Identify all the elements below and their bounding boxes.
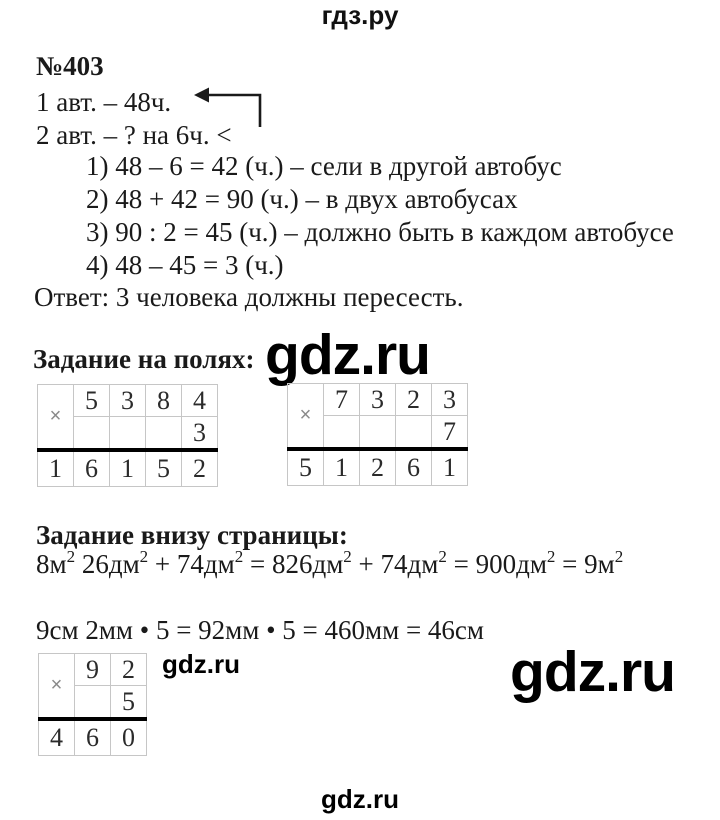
- table-cell: 1: [432, 449, 468, 486]
- table-cell: 0: [111, 719, 147, 756]
- table-cell: 6: [75, 719, 111, 756]
- table-cell-empty: [75, 686, 111, 720]
- multiply-sign: ×: [38, 385, 74, 451]
- table-cell-empty: [324, 416, 360, 450]
- problem-number: №403: [36, 51, 104, 81]
- table-cell: 9: [75, 654, 111, 686]
- table-cell: 8: [146, 385, 182, 417]
- table-cell: 3: [110, 385, 146, 417]
- table-cell: 5: [74, 385, 110, 417]
- table-cell: 3: [432, 384, 468, 416]
- solution-step-4: 4) 48 – 45 = 3 (ч.): [86, 250, 284, 280]
- table-cell: 1: [110, 450, 146, 487]
- multiply-sign: ×: [288, 384, 324, 450]
- area-conversion-formula: $8м^2$ $26дм^2 + 74дм^2 = 826дм^2 + 74дм^2 = 900дм^2 = 9м^2$: [36, 547, 624, 579]
- table-cell: 4: [182, 385, 218, 417]
- table-cell: 4: [39, 719, 75, 756]
- table-cell-empty: [396, 416, 432, 450]
- solution-step-2: 2) 48 + 42 = 90 (ч.) – в двух автобусах: [86, 184, 518, 214]
- left-arrow-annotation: [192, 86, 268, 132]
- multiply-sign: ×: [39, 654, 75, 720]
- table-cell: 7: [324, 384, 360, 416]
- answer-line: Ответ: 3 человека должны пересесть.: [34, 282, 464, 312]
- table-cell: 1: [38, 450, 74, 487]
- gdz-watermark-small: gdz.ru: [162, 649, 240, 679]
- table-cell: 2: [396, 384, 432, 416]
- table-cell: 5: [111, 686, 147, 720]
- table-cell-empty: [360, 416, 396, 450]
- table-cell: 6: [396, 449, 432, 486]
- table-cell: 3: [182, 417, 218, 451]
- table-cell: 2: [182, 450, 218, 487]
- table-cell-empty: [110, 417, 146, 451]
- table-cell: 5: [146, 450, 182, 487]
- solution-steps: [86, 150, 674, 282]
- multiplication-table-2: [287, 383, 468, 486]
- given-condition-line-1: 1 авт. – 48ч.: [36, 87, 172, 117]
- table-cell: 2: [360, 449, 396, 486]
- footer-site-label: gdz.ru: [321, 784, 399, 814]
- gdz-watermark-mid: gdz.ru: [265, 323, 430, 387]
- multiplication-table-1: [37, 384, 218, 487]
- length-conversion-formula: 9см 2мм • 5 = 92мм • 5 = 460мм = 46см: [36, 615, 484, 645]
- gdz-watermark-big: gdz.ru: [510, 640, 675, 704]
- site-title: гдз.ру: [321, 0, 399, 30]
- solution-step-1: 1) 48 – 6 = 42 (ч.) – сели в другой автобус: [86, 151, 562, 181]
- table-cell: 5: [288, 449, 324, 486]
- given-condition-line-2: 2 авт. – ? на 6ч. <: [36, 120, 232, 150]
- solution-step-3: 3) 90 : 2 = 45 (ч.) – должно быть в каждом автобусе: [86, 217, 674, 247]
- margin-task-heading: Задание на полях:: [33, 344, 255, 374]
- table-cell-empty: [74, 417, 110, 451]
- table-cell: 2: [111, 654, 147, 686]
- table-cell: 6: [74, 450, 110, 487]
- multiplication-table-3: [38, 653, 147, 756]
- table-cell: 7: [432, 416, 468, 450]
- bottom-task-heading: Задание внизу страницы:: [36, 520, 348, 550]
- table-cell-empty: [146, 417, 182, 451]
- table-cell: 3: [360, 384, 396, 416]
- table-cell: 1: [324, 449, 360, 486]
